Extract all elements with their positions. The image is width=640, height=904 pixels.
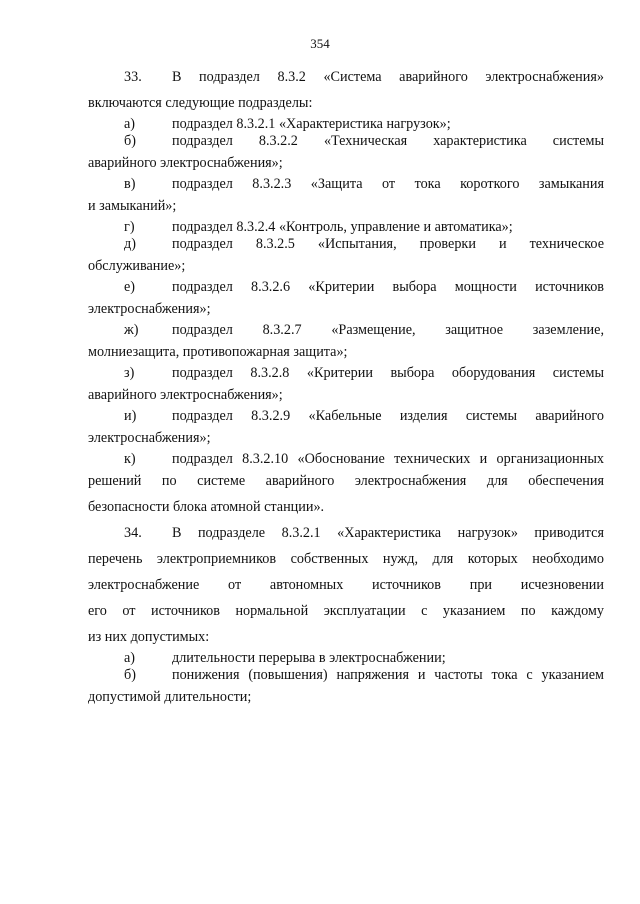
paragraph-text: В подраздел 8.3.2 «Система аварийного электроснабжения»: [172, 69, 604, 85]
paragraph-33-line-1: [88, 64, 604, 90]
list-item-text: подраздел 8.3.2.5 «Испытания, проверки и техническое: [172, 236, 604, 252]
list-item-label: и): [124, 408, 137, 424]
list-item-text: подраздел 8.3.2.1 «Характеристика нагрузок»;: [172, 116, 451, 132]
list-item-text: длительности перерыва в электроснабжении;: [172, 650, 446, 666]
list-item: [88, 116, 604, 133]
list-item-continuation: безопасности блока атомной станции».: [88, 499, 325, 515]
list-item-continuation: обслуживание»;: [88, 258, 186, 274]
list-item-continuation: молниезащита, противопожарная защита»;: [88, 344, 348, 360]
paragraph-34-line-3: электроснабжение от автономных источников при исчезновении: [88, 577, 604, 593]
paragraph-34-line-2: перечень электроприемников собственных нужд, для которых необходимо: [88, 551, 604, 567]
list-item-continuation: аварийного электроснабжения»;: [88, 155, 283, 171]
list-item-continuation: и замыканий»;: [88, 198, 177, 214]
list-item-label: б): [124, 667, 136, 683]
list-item-text: подраздел 8.3.2.7 «Размещение, защитное заземление,: [172, 322, 604, 338]
paragraph-34-line-1: [88, 520, 604, 546]
list-item-continuation: электроснабжения»;: [88, 430, 211, 446]
list-item-text: подраздел 8.3.2.3 «Защита от тока короткого замыкания: [172, 176, 604, 192]
page-number: 354: [310, 36, 330, 51]
list-item-label: ж): [124, 322, 139, 338]
list-item-continuation: допустимой длительности;: [88, 689, 252, 705]
list-item-text: подраздел 8.3.2.4 «Контроль, управление и автоматика»;: [172, 219, 513, 235]
list-item-text: подраздел 8.3.2.8 «Критерии выбора оборудования системы: [172, 365, 604, 381]
paragraph-34-line-4: его от источников нормальной эксплуатации с указанием по каждому: [88, 603, 604, 619]
list-item-label: б): [124, 133, 136, 149]
paragraph-34-line-5: из них допустимых:: [88, 629, 210, 645]
list-item-continuation: решений по системе аварийного электроснабжения для обеспечения: [88, 473, 604, 489]
list-item: [88, 451, 604, 468]
list-item-text: подраздел 8.3.2.9 «Кабельные изделия системы аварийного: [172, 408, 604, 424]
paragraph-number: 33.: [124, 69, 142, 85]
list-item-label: г): [124, 219, 135, 235]
list-item: [88, 650, 604, 667]
list-item: [88, 133, 604, 150]
list-item-label: а): [124, 116, 136, 132]
list-item-text: подраздел 8.3.2.6 «Критерии выбора мощности источников: [172, 279, 604, 295]
list-item: [88, 365, 604, 382]
list-item-label: д): [124, 236, 136, 252]
page-content: [88, 64, 604, 710]
list-item: [88, 236, 604, 253]
paragraph-number: 34.: [124, 525, 142, 541]
list-item: [88, 322, 604, 339]
list-item-text: подраздел 8.3.2.2 «Техническая характеристика системы: [172, 133, 604, 149]
list-item: [88, 176, 604, 193]
list-item-text: подраздел 8.3.2.10 «Обоснование технических и организационных: [172, 451, 604, 467]
list-item: [88, 667, 604, 684]
paragraph-text: В подразделе 8.3.2.1 «Характеристика нагрузок» приводится: [172, 525, 604, 541]
list-item: [88, 408, 604, 425]
list-item-text: понижения (повышения) напряжения и частоты тока с указанием: [172, 667, 604, 683]
list-item-label: а): [124, 650, 136, 666]
list-item-continuation: аварийного электроснабжения»;: [88, 387, 283, 403]
list-item: [88, 279, 604, 296]
list-item-continuation: электроснабжения»;: [88, 301, 211, 317]
list-item-label: в): [124, 176, 136, 192]
paragraph-33-line-2: включаются следующие подразделы:: [88, 95, 313, 111]
list-item-label: е): [124, 279, 136, 295]
list-item-label: з): [124, 365, 135, 381]
list-item: [88, 219, 604, 236]
list-item-label: к): [124, 451, 136, 467]
